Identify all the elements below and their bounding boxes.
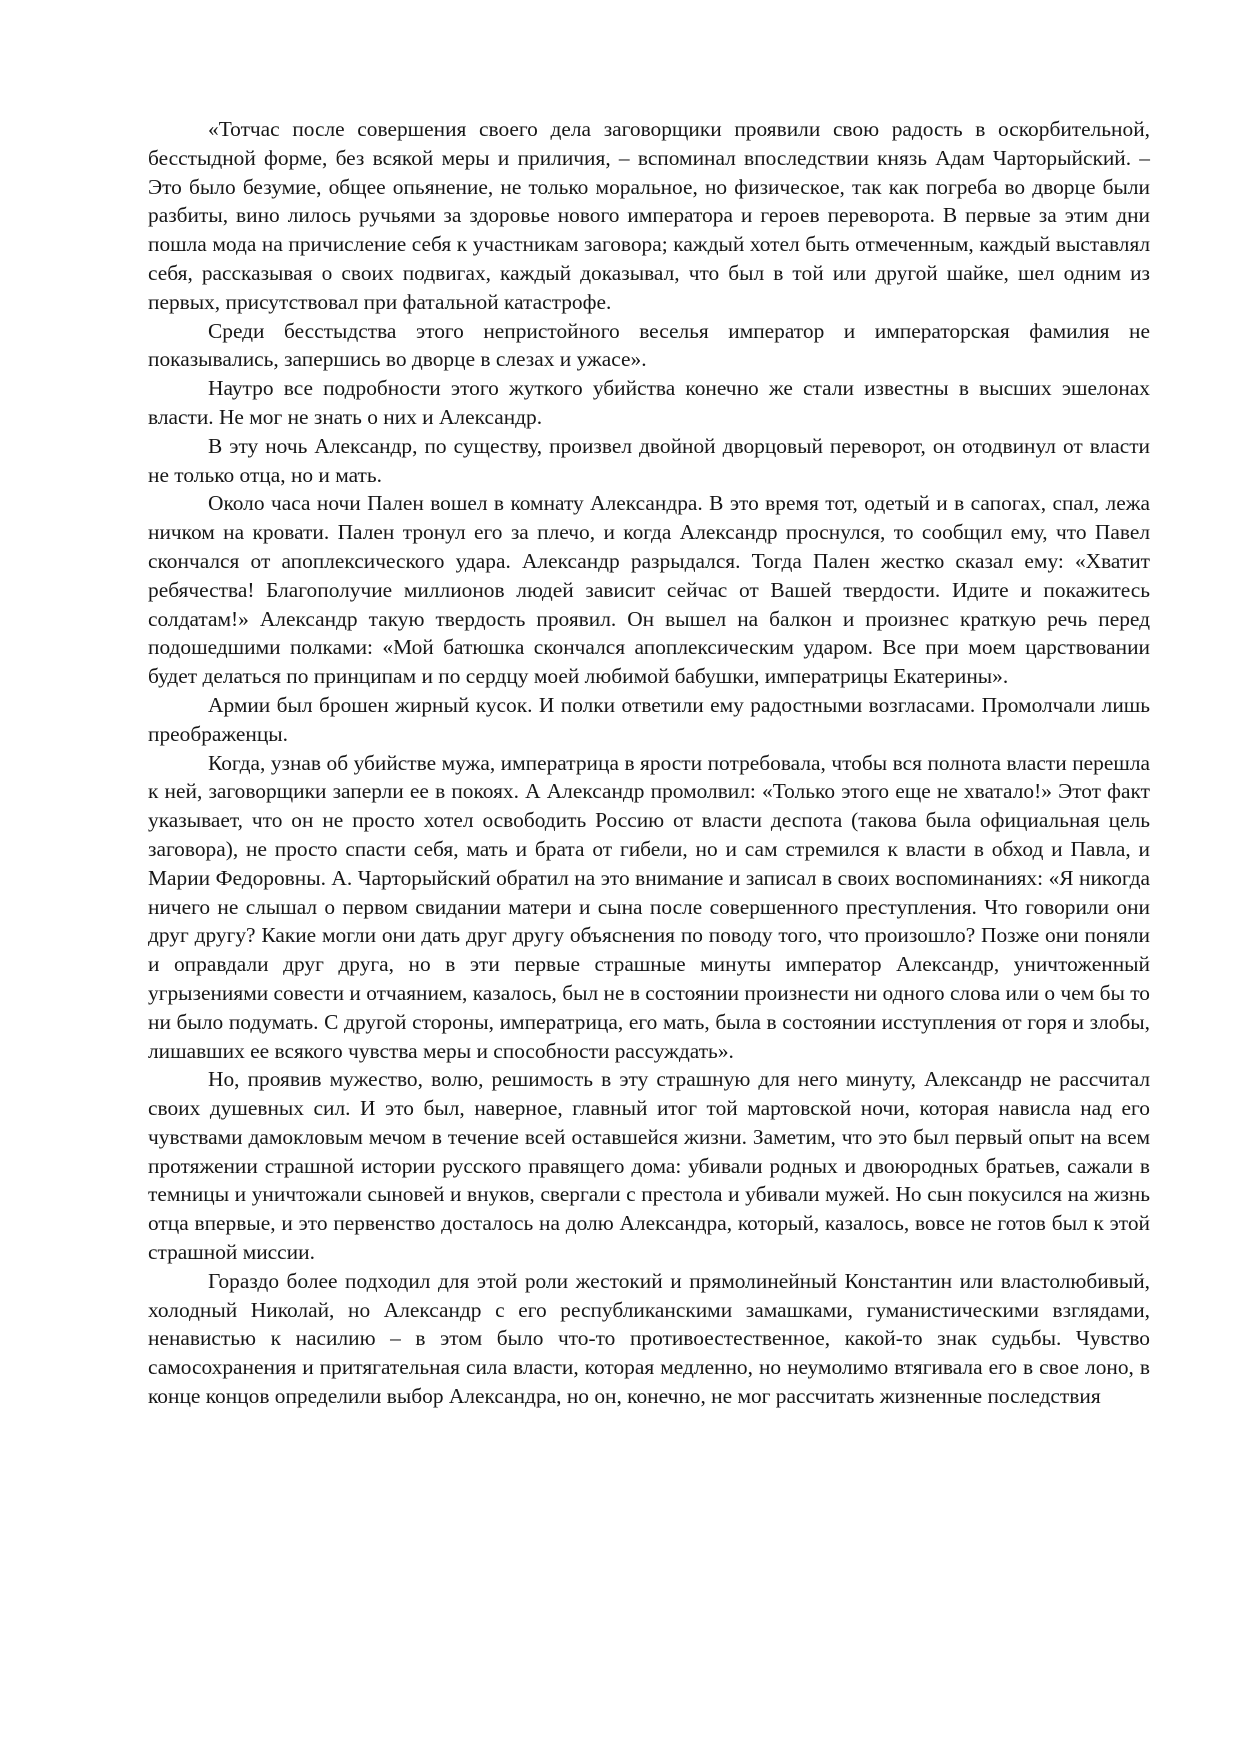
document-page bbox=[148, 115, 1150, 1411]
paragraph: Гораздо более подходил для этой роли жестокий и прямолинейный Константин или властолюбивый, холодный Николай, но Александр с его республиканскими замашками, гуманистическими взглядами, ненавистью к насилию – в этом было что-то противоестественное, какой-то знак судьбы. Чувство самосохранения и притягательная сила власти, которая медленно, но неумолимо втягивала его в свое лоно, в конце концов определили выбор Александра, но он, конечно, не мог рассчитать жизненные последствия bbox=[148, 1268, 1150, 1409]
paragraph: «Тотчас после совершения своего дела заговорщики проявили свою радость в оскорбительной, бесстыдной форме, без всякой меры и приличия, – вспоминал впоследствии князь Адам Чарторыйский. – Это было безумие, общее опьянение, не только моральное, но физическое, так как погреба во дворце были разбиты, вино лилось ручьями за здоровье нового императора и героев переворота. В первые за этим дни пошла мода на причисление себя к участникам заговора; каждый хотел быть отмеченным, каждый выставлял себя, рассказывая о своих подвигах, каждый доказывал, что был в той или другой шайке, шел одним из первых, присутствовал при фатальной катастрофе. bbox=[148, 117, 1150, 314]
paragraph: Но, проявив мужество, волю, решимость в эту страшную для него минуту, Александр не рассчитал своих душевных сил. И это был, наверное, главный итог той мартовской ночи, которая нависла над его чувствами дамокловым мечом в течение всей оставшейся жизни. Заметим, что это был первый опыт на всем протяжении страшной истории русского правящего дома: убивали родных и двоюродных братьев, сажали в темницы и уничтожали сыновей и внуков, свергали с престола и убивали мужей. Но сын покусился на жизнь отца впервые, и это первенство досталось на долю Александра, который, казалось, вовсе не готов был к этой страшной миссии. bbox=[148, 1067, 1150, 1265]
paragraph: Наутро все подробности этого жуткого убийства конечно же стали известны в высших эшелонах власти. Не мог не знать о них и Александр. bbox=[148, 376, 1150, 429]
paragraph: Около часа ночи Пален вошел в комнату Александра. В это время тот, одетый и в сапогах, спал, лежа ничком на кровати. Пален тронул его за плечо, и когда Александр проснулся, то сообщил ему, что Павел скончался от апоплексического удара. Александр разрыдался. Тогда Пален жестко сказал ему: «Хватит ребячества! Благополучие миллионов людей зависит сейчас от Вашей твердости. Идите и покажитесь солдатам!» Александр такую твердость проявил. Он вышел на балкон и произнес краткую речь перед подошедшими полками: «Мой батюшка скончался апоплексическим ударом. Все при моем царствовании будет делаться по принципам и по сердцу моей любимой бабушки, императрицы Екатерины». bbox=[148, 491, 1150, 689]
paragraph: Армии был брошен жирный кусок. И полки ответили ему радостными возгласами. Промолчали лишь преображенцы. bbox=[148, 692, 1150, 746]
paragraph: В эту ночь Александр, по существу, произвел двойной дворцовый переворот, он отодвинул от власти не только отца, но и мать. bbox=[148, 433, 1150, 487]
paragraph: Среди бесстыдства этого непристойного веселья император и императорская фамилия не показывались, запершись во дворце в слезах и ужасе». bbox=[148, 318, 1150, 372]
paragraph: Когда, узнав об убийстве мужа, императрица в ярости потребовала, чтобы вся полнота власти перешла к ней, заговорщики заперли ее в покоях. А Александр промолвил: «Только этого еще не хватало!» Этот факт указывает, что он не просто хотел освободить Россию от власти деспота (такова была официальная цель заговора), не просто спасти себя, мать и брата от гибели, но и сам стремился к власти в обход и Павла, и Марии Федоровны. А. Чарторыйский обратил на это внимание и записал в своих воспоминаниях: «Я никогда ничего не слышал о первом свидании матери и сына после совершенного преступления. Что говорили они друг другу? Какие могли они дать друг другу объяснения по поводу того, что произошло? Позже они поняли и оправдали друг друга, но в эти первые страшные минуты император Александр, уничтоженный угрызениями совести и отчаянием, казалось, был не в состоянии произнести ни одного слова или о чем бы то ни было подумать. С другой стороны, императрица, его мать, была в состоянии исступления от горя и злобы, лишавших ее всякого чувства меры и способности рассуждать». bbox=[148, 750, 1150, 1063]
